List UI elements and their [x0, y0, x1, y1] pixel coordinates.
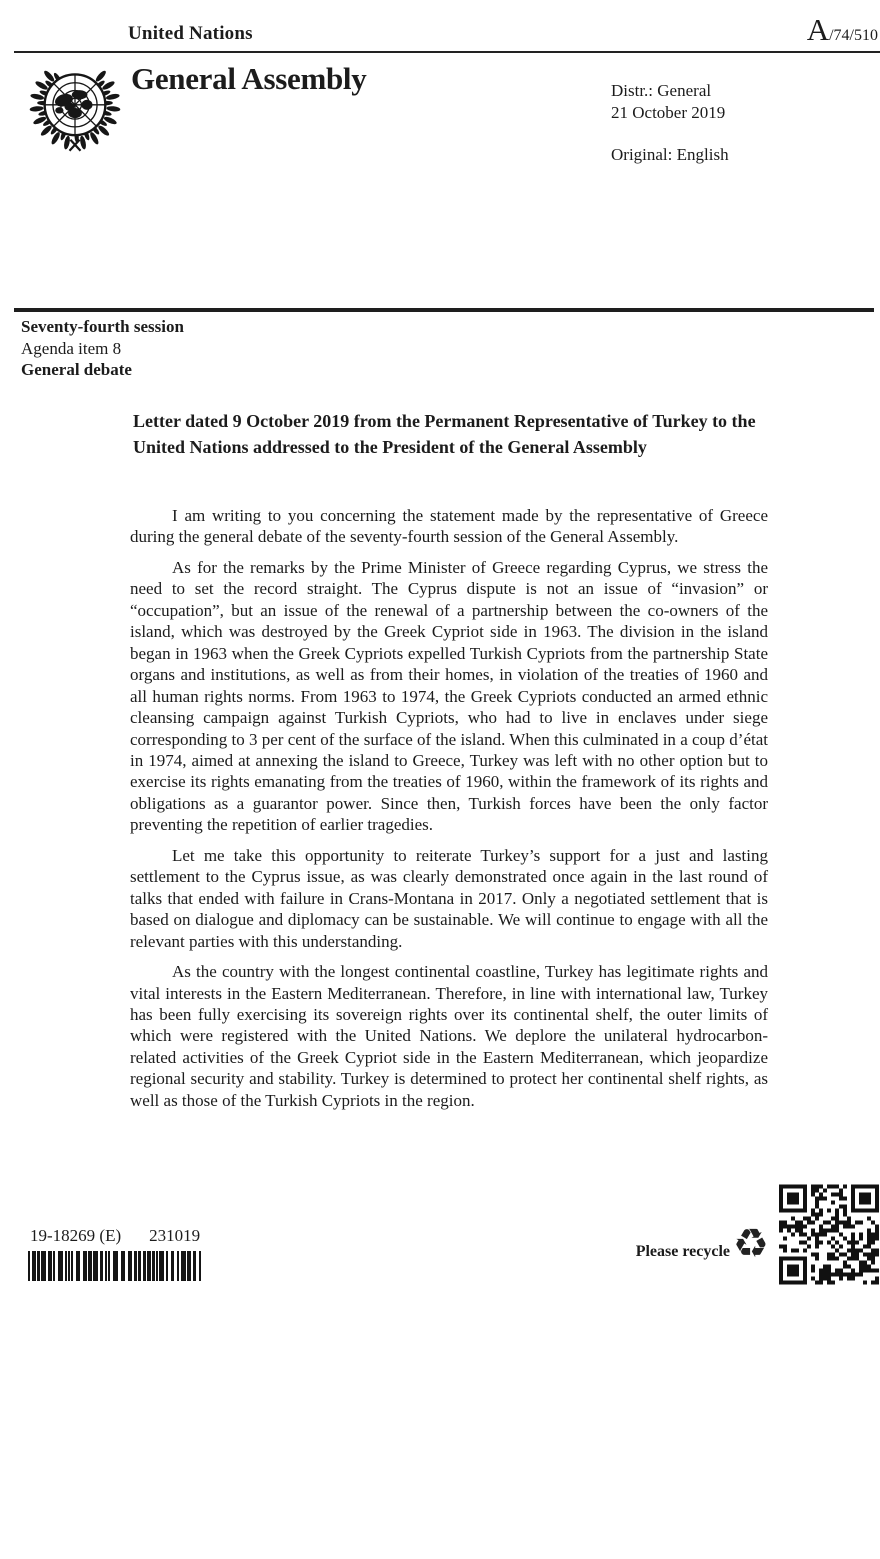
- barcode-icon: [28, 1251, 212, 1281]
- debate-line: General debate: [21, 360, 132, 379]
- qr-code-icon: [779, 1184, 879, 1285]
- distribution-block: [611, 80, 729, 166]
- date-line: 21 October 2019: [611, 103, 726, 122]
- session-line: Seventy-fourth session: [21, 317, 184, 336]
- agenda-item-line: Agenda item 8: [21, 338, 122, 358]
- recycle-label: Please recycle: [635, 1243, 730, 1260]
- paragraph: As for the remarks by the Prime Minister of Greece regarding Cyprus, we stress the need to set the record straight. The Cyprus dispute is not an issue of “invasion” or “occupation”, but an issue of the renewal of a partnership between the co-owners of the island, which was destroyed by the Greek Cypriot side in 1963. The division in the island began in 1963 when the Greek Cypriots expelled Turkish Cypriots from the partnership State organs and institutions, as well as from their homes, in violation of the treaties of 1960 and all human rights norms. From 1963 to 1974, the Greek Cypriots conducted an armed ethnic cleansing campaign against Turkish Cypriots, who had to live in enclaves under siege corresponding to 3 per cent of the surface of the island. When this culminated in a coup d’état in 1974, aimed at annexing the island to Greece, Turkey was left with no other option but to exercise its rights emanating from the treaties of 1960, within the framework of its rights and obligations as a guarantor power. Since then, Turkish forces have been the only factor preventing the repetition of earlier tragedies.: [130, 557, 768, 835]
- original-language-line: Original: English: [611, 145, 729, 164]
- paragraph: I am writing to you concerning the statement made by the representative of Greece during the general debate of the seventy-fourth session of the General Assembly.: [130, 506, 768, 547]
- job-number: 19-18269 (E): [30, 1226, 122, 1245]
- footer-reference: [30, 1226, 200, 1246]
- paragraph: Let me take this opportunity to reiterate Turkey’s support for a just and lasting settlement to the Cyprus issue, as was clearly demonstrated once again in the last round of talks that ended with failure in Crans-Montana in 2017. Only a negotiated settlement that is based on dialogue and diplomacy can be sustainable. We will continue to engage with all the relevant parties with this understanding.: [130, 845, 768, 951]
- letter-body: [130, 505, 768, 1120]
- recycle-icon: ♻: [733, 1221, 769, 1267]
- header-rule: [14, 51, 880, 53]
- org-name: United Nations: [128, 23, 253, 44]
- paragraph: As the country with the longest continental coastline, Turkey has legitimate rights and vital interests in the Eastern Mediterranean. Therefore, in line with international law, Turkey has been fully exercising its sovereign rights over its continental shelf, the outer limits of which were registered with the United Nations. We deplore the unilateral hydrocarbon-related activities of the Greek Cypriot side in the Eastern Mediterranean, which jeopardize regional security and stability. Turkey is determined to protect her continental shelf rights, as well as those of the Turkish Cypriots in the region.: [130, 962, 768, 1110]
- document-symbol-number: /74/510: [829, 27, 878, 44]
- document-symbol: [807, 12, 878, 48]
- session-block: [21, 316, 184, 381]
- document-symbol-letter: A: [806, 12, 830, 47]
- distribution-line: Distr.: General: [611, 81, 712, 100]
- letter-title: Letter dated 9 October 2019 from the Permanent Representative of Turkey to the United Nations addressed to the President of the General Assembly: [133, 411, 756, 457]
- section-divider-rule: [14, 308, 874, 312]
- print-code: 231019: [149, 1226, 201, 1245]
- un-emblem-icon: [29, 57, 121, 160]
- assembly-title: General Assembly: [131, 61, 367, 96]
